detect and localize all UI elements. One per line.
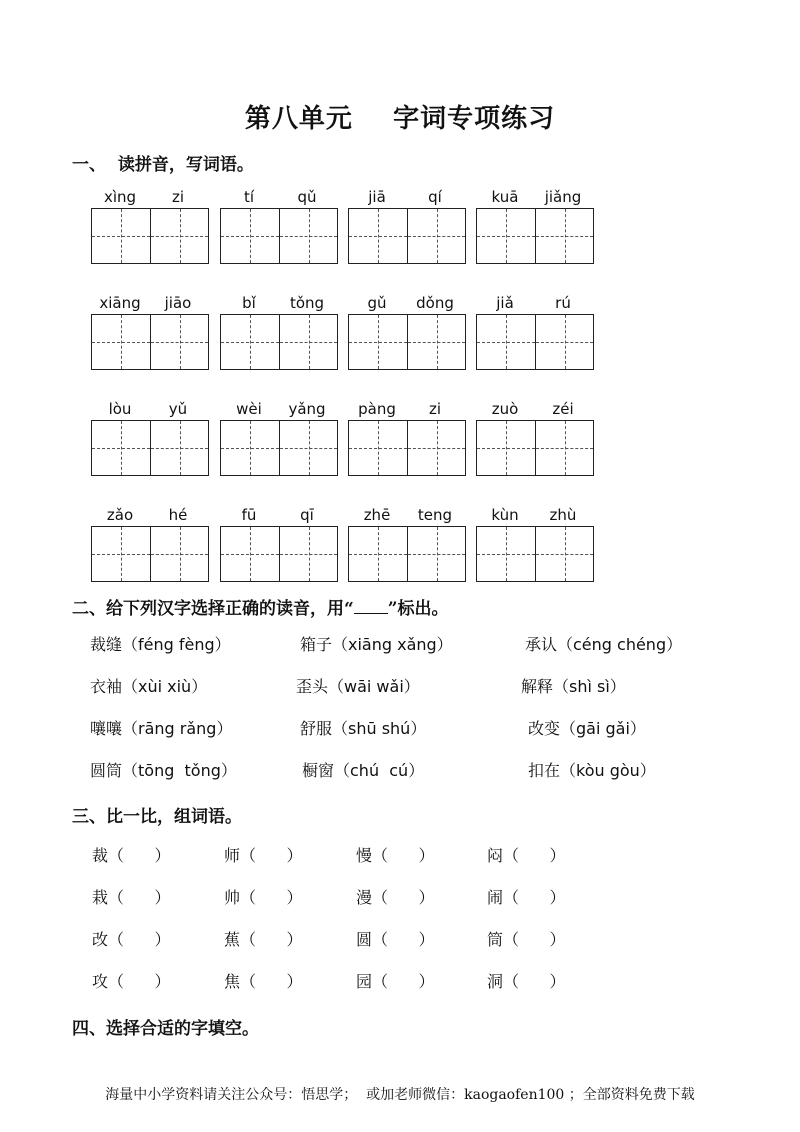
compare-word[interactable]: 慢（ ） xyxy=(356,846,435,865)
pinyin-label: jiā xyxy=(368,188,386,206)
compare-word[interactable]: 圆（ ） xyxy=(356,930,435,949)
writing-grid[interactable] xyxy=(348,526,466,582)
pinyin-label: zi xyxy=(428,400,442,418)
pinyin-label: yǎng xyxy=(288,400,326,418)
compare-word[interactable]: 改（ ） xyxy=(92,930,171,949)
section-2-heading xyxy=(72,594,449,619)
writing-grid[interactable] xyxy=(348,208,466,264)
compare-word[interactable]: 闷（ ） xyxy=(487,846,566,865)
section-3-heading: 三、比一比，组词语。 xyxy=(72,807,242,827)
word-box xyxy=(220,188,338,274)
word-box xyxy=(91,506,209,592)
compare-word[interactable]: 裁（ ） xyxy=(92,846,171,865)
reading-choice[interactable]: 舒服（shū shú） xyxy=(300,719,427,738)
word-box xyxy=(220,506,338,592)
heading-text: 二、给下列汉字选择正确的读音，用“ xyxy=(72,599,354,619)
writing-grid[interactable] xyxy=(91,208,209,264)
writing-grid[interactable] xyxy=(476,314,594,370)
pinyin-label: zuò xyxy=(491,400,519,418)
compare-word[interactable]: 闹（ ） xyxy=(487,888,566,907)
reading-choice[interactable]: 承认（céng chéng） xyxy=(525,635,683,654)
word-box xyxy=(348,188,466,274)
compare-word[interactable]: 筒（ ） xyxy=(487,930,566,949)
writing-grid[interactable] xyxy=(220,526,338,582)
pinyin-label: xiāng xyxy=(99,294,141,312)
section-4-heading: 四、选择合适的字填空。 xyxy=(72,1019,259,1039)
reading-choice[interactable]: 解释（shì sì） xyxy=(521,677,626,696)
pinyin-label: gǔ xyxy=(367,294,387,312)
pinyin-label: yǔ xyxy=(168,400,188,418)
word-box xyxy=(348,294,466,380)
compare-word[interactable]: 焦（ ） xyxy=(224,972,303,991)
writing-grid[interactable] xyxy=(476,420,594,476)
pinyin-label: zhē xyxy=(363,506,391,524)
compare-word[interactable]: 漫（ ） xyxy=(356,888,435,907)
pinyin-label: fū xyxy=(241,506,257,524)
pinyin-label: zhù xyxy=(549,506,577,524)
writing-grid[interactable] xyxy=(220,314,338,370)
word-box xyxy=(476,506,594,592)
compare-word[interactable]: 栽（ ） xyxy=(92,888,171,907)
pinyin-label: qí xyxy=(428,188,442,206)
writing-grid[interactable] xyxy=(220,208,338,264)
pinyin-label: kùn xyxy=(491,506,519,524)
pinyin-label: zéi xyxy=(552,400,574,418)
writing-grid[interactable] xyxy=(91,420,209,476)
writing-grid[interactable] xyxy=(91,526,209,582)
word-box xyxy=(348,506,466,592)
reading-choice[interactable]: 箱子（xiāng xǎng） xyxy=(300,635,453,654)
writing-grid[interactable] xyxy=(476,208,594,264)
pinyin-label: jiāo xyxy=(164,294,192,312)
reading-choice[interactable]: 圆筒（tōng tǒng） xyxy=(90,761,237,780)
underline-sample xyxy=(354,599,388,614)
pinyin-label: lòu xyxy=(108,400,132,418)
word-box xyxy=(348,400,466,486)
page-title: 第八单元 字词专项练习 xyxy=(244,104,556,134)
word-box xyxy=(91,400,209,486)
reading-choice[interactable]: 裁缝（féng fèng） xyxy=(90,635,231,654)
reading-choice[interactable]: 歪头（wāi wǎi） xyxy=(296,677,420,696)
pinyin-row-2 xyxy=(91,294,611,384)
compare-word[interactable]: 蕉（ ） xyxy=(224,930,303,949)
word-box xyxy=(91,188,209,274)
compare-word[interactable]: 园（ ） xyxy=(356,972,435,991)
pinyin-label: hé xyxy=(168,506,188,524)
footer-note: 海量中小学资料请关注公众号：悟思学； 或加老师微信：kaogaofen100 ；全部资料免费下载 xyxy=(105,1087,695,1103)
writing-grid[interactable] xyxy=(348,420,466,476)
compare-word[interactable]: 帅（ ） xyxy=(224,888,303,907)
pinyin-row-1 xyxy=(91,188,611,278)
pinyin-label: qǔ xyxy=(297,188,317,206)
pinyin-label: bǐ xyxy=(242,294,256,312)
pinyin-label: qī xyxy=(300,506,314,524)
word-box xyxy=(220,294,338,380)
writing-grid[interactable] xyxy=(348,314,466,370)
writing-grid[interactable] xyxy=(220,420,338,476)
reading-choice[interactable]: 衣袖（xùi xiù） xyxy=(90,677,208,696)
word-box xyxy=(476,294,594,380)
pinyin-label: pàng xyxy=(358,400,396,418)
pinyin-label: zǎo xyxy=(106,506,134,524)
pinyin-label: tǒng xyxy=(289,294,325,312)
pinyin-label: jiǎng xyxy=(544,188,582,206)
compare-word[interactable]: 师（ ） xyxy=(224,846,303,865)
word-box xyxy=(91,294,209,380)
pinyin-label: wèi xyxy=(236,400,262,418)
pinyin-label: dǒng xyxy=(416,294,454,312)
writing-grid[interactable] xyxy=(476,526,594,582)
word-box xyxy=(476,188,594,274)
word-box xyxy=(476,400,594,486)
reading-choice[interactable]: 橱窗（chú cú） xyxy=(302,761,425,780)
pinyin-row-3 xyxy=(91,400,611,490)
pinyin-label: tí xyxy=(243,188,255,206)
heading-text: ”标出。 xyxy=(387,599,449,619)
pinyin-label: jiǎ xyxy=(496,294,514,312)
compare-word[interactable]: 洞（ ） xyxy=(487,972,566,991)
pinyin-label: zi xyxy=(171,188,185,206)
pinyin-label: xìng xyxy=(103,188,137,206)
reading-choice[interactable]: 扣在（kòu gòu） xyxy=(528,761,656,780)
reading-choice[interactable]: 嚷嚷（rāng rǎng） xyxy=(90,719,233,738)
pinyin-row-4 xyxy=(91,506,611,596)
reading-choice[interactable]: 改变（gāi gǎi） xyxy=(528,719,646,738)
section-1-heading: 一、 读拼音，写词语。 xyxy=(72,155,254,175)
compare-word[interactable]: 攻（ ） xyxy=(92,972,171,991)
pinyin-label: teng xyxy=(417,506,453,524)
word-box xyxy=(220,400,338,486)
pinyin-label: rú xyxy=(555,294,571,312)
writing-grid[interactable] xyxy=(91,314,209,370)
pinyin-label: kuā xyxy=(491,188,519,206)
